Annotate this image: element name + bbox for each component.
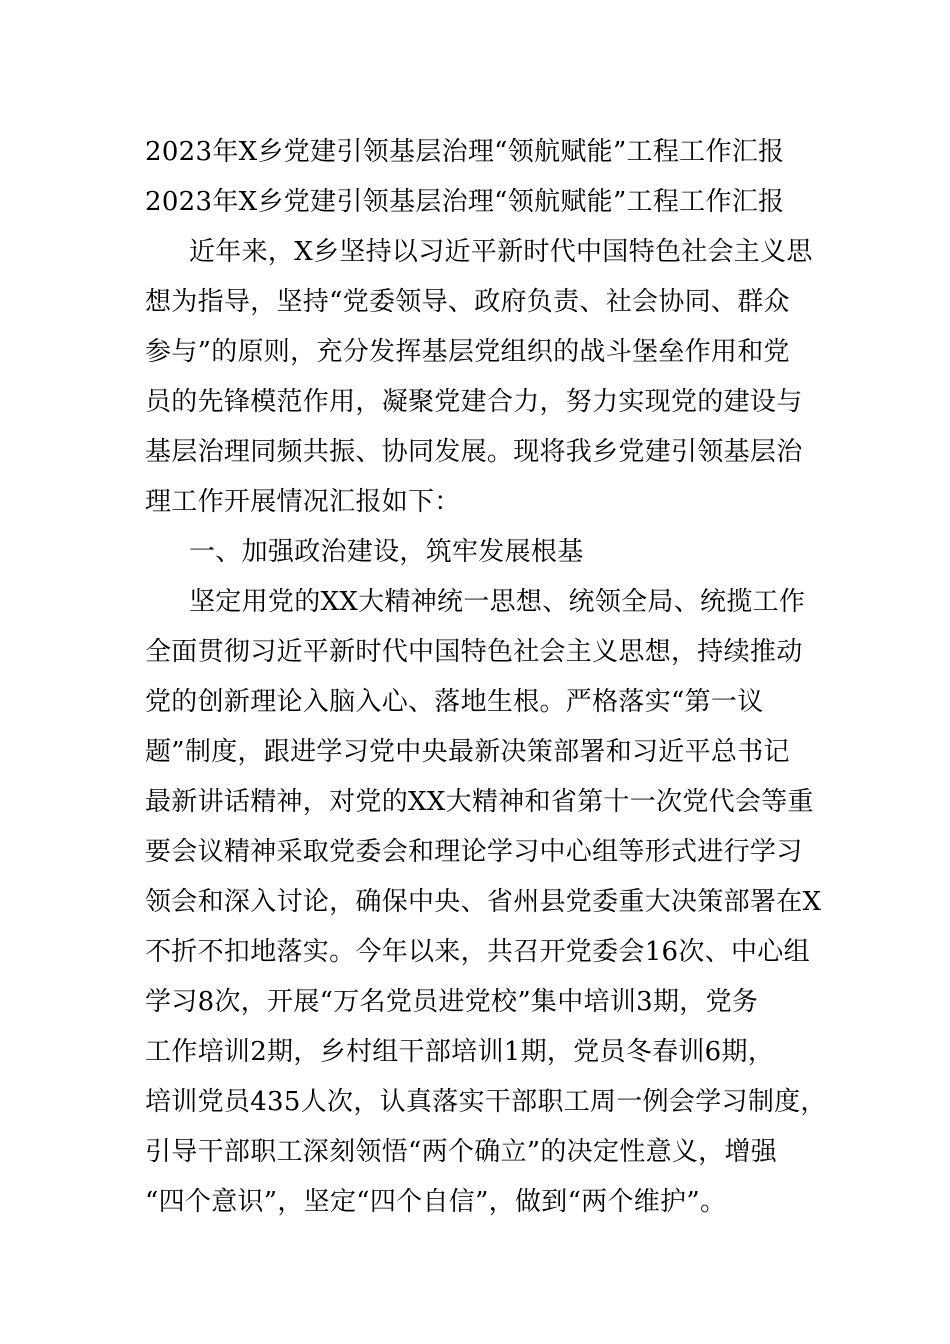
section-paragraph-line: “四个意识”，坚定“四个自信”，做到“两个维护”。 bbox=[145, 1187, 727, 1217]
section-paragraph-line: 全面贯彻习近平新时代中国特色社会主义思想，持续推动 bbox=[145, 637, 803, 667]
section-paragraph-line: 要会议精神采取党委会和理论学习中心组等形式进行学习 bbox=[145, 837, 803, 867]
section-paragraph-line: 培训党员435人次，认真落实干部职工周一例会学习制度， bbox=[145, 1087, 827, 1117]
intro-paragraph-line: 理工作开展情况汇报如下： bbox=[145, 487, 461, 517]
document-body bbox=[145, 127, 825, 1227]
section-paragraph-line: 最新讲话精神，对党的XX大精神和省第十一次党代会等重 bbox=[145, 787, 814, 817]
section-paragraph-line: 不折不扣地落实。今年以来，共召开党委会16次、中心组 bbox=[145, 937, 810, 967]
intro-paragraph-line: 近年来，X乡坚持以习近平新时代中国特色社会主义思 bbox=[189, 237, 813, 267]
intro-paragraph-line: 想为指导，坚持“党委领导、政府负责、社会协同、群众 bbox=[145, 287, 790, 317]
intro-paragraph-line: 员的先锋模范作用，凝聚党建合力，努力实现党的建设与 bbox=[145, 387, 803, 417]
document-title-line: 2023年X乡党建引领基层治理“领航赋能”工程工作汇报 bbox=[145, 187, 785, 217]
intro-paragraph-line: 基层治理同频共振、协同发展。现将我乡党建引领基层治 bbox=[145, 437, 803, 467]
section-paragraph-line: 题”制度，跟进学习党中央最新决策部署和习近平总书记 bbox=[145, 737, 790, 767]
section-paragraph-line: 学习8次，开展“万名党员进党校”集中培训3期，党务 bbox=[145, 987, 759, 1017]
section-paragraph-line: 党的创新理论入脑入心、落地生根。严格落实“第一议 bbox=[145, 687, 764, 717]
section-heading: 一、加强政治建设，筑牢发展根基 bbox=[189, 537, 584, 567]
section-paragraph-line: 引导干部职工深刻领悟“两个确立”的决定性意义，增强 bbox=[145, 1137, 778, 1167]
intro-paragraph-line: 参与”的原则，充分发挥基层党组织的战斗堡垒作用和党 bbox=[145, 337, 790, 367]
section-paragraph-line: 工作培训2期，乡村组干部培训1期，党员冬春训6期， bbox=[145, 1037, 775, 1067]
section-paragraph-line: 领会和深入讨论，确保中央、省州县党委重大决策部署在X bbox=[145, 887, 822, 917]
document-title-line: 2023年X乡党建引领基层治理“领航赋能”工程工作汇报 bbox=[145, 137, 785, 167]
section-paragraph-line: 坚定用党的XX大精神统一思想、统领全局、统揽工作 bbox=[189, 587, 806, 617]
